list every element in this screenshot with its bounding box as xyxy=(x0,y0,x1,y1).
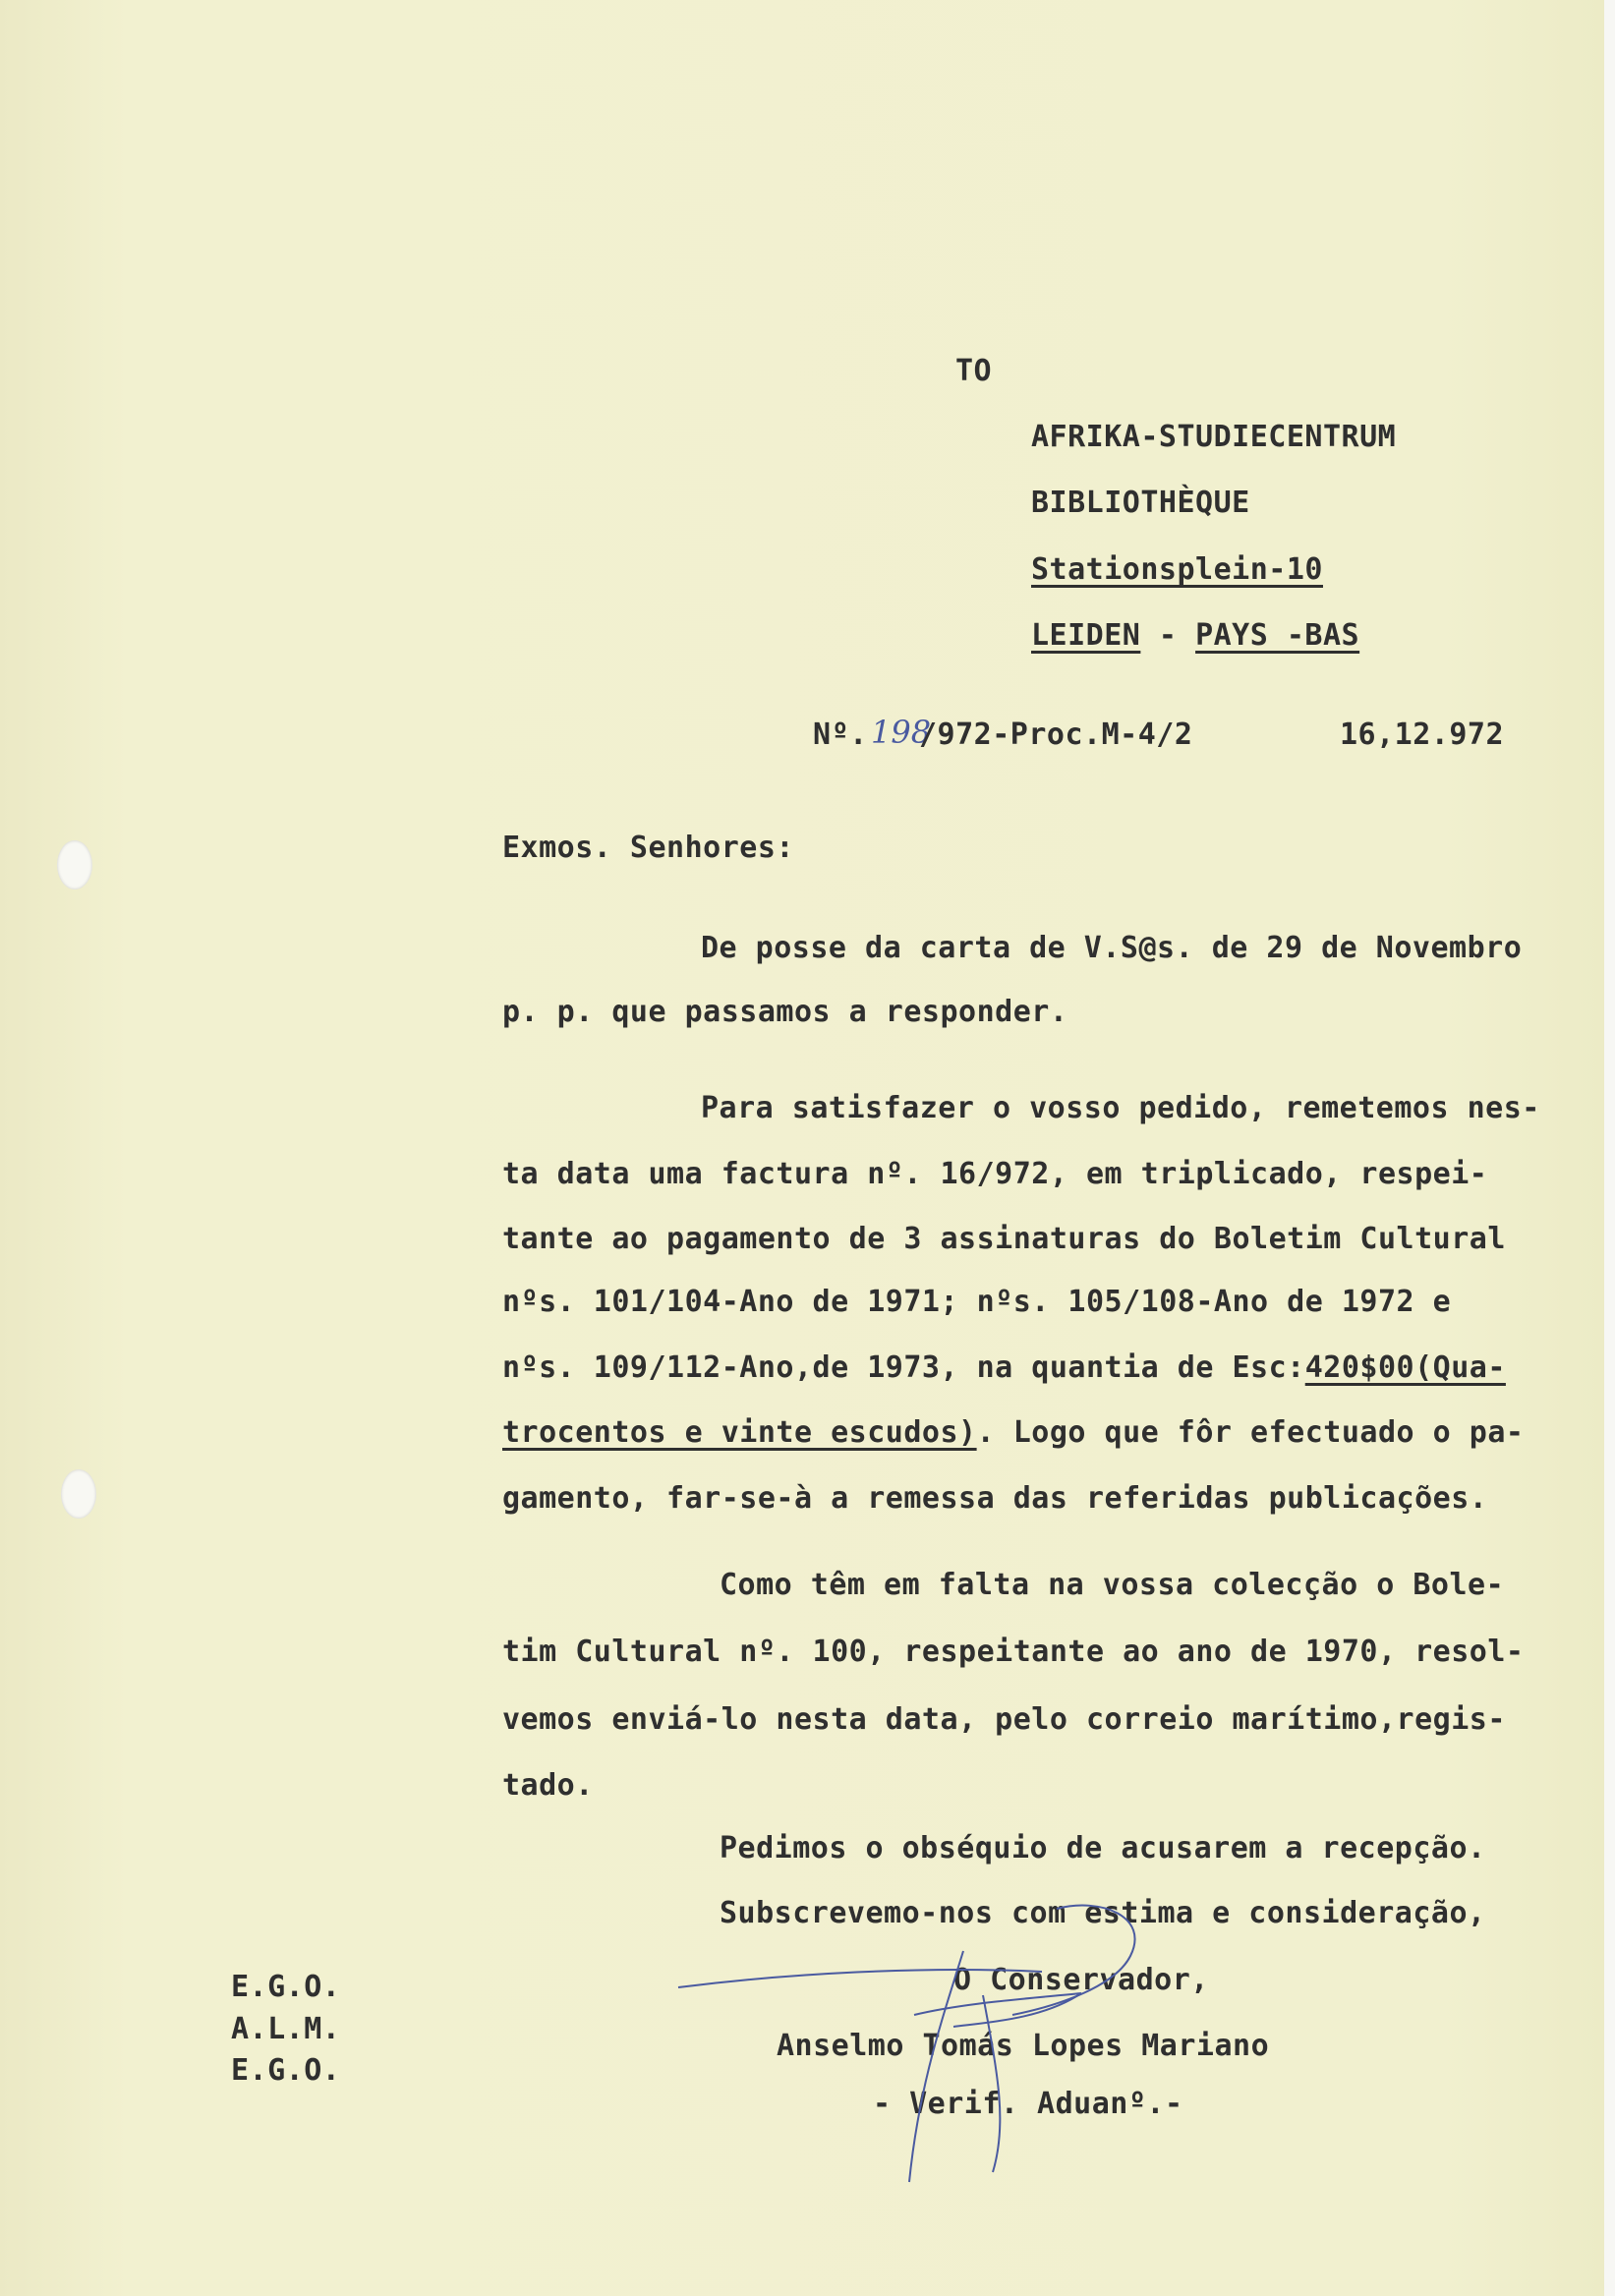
reference-process-number: /972-Proc.M-4/2 xyxy=(919,718,1193,752)
paragraph-1-line-2: p. p. que passamos a responder. xyxy=(502,995,1068,1029)
amount-in-words-underlined: trocentos e vinte escudos) xyxy=(502,1415,977,1450)
reference-handwritten-number: 198 xyxy=(871,714,932,751)
paragraph-2-line-7: gamento, far-se-à a remessa das referidas publicações. xyxy=(502,1481,1488,1516)
address-separator: - xyxy=(1140,618,1196,653)
paragraph-3-line-4: tado. xyxy=(502,1768,594,1803)
paragraph-3-line-2: tim Cultural nº. 100, respeitante ao ano de 1970, resol- xyxy=(502,1635,1525,1669)
handwritten-signature xyxy=(668,1897,1278,2211)
paragraph-2-line-1: Para satisfazer o vosso pedido, remetemos nes- xyxy=(701,1091,1540,1125)
address-line-institution: AFRIKA-STUDIECENTRUM xyxy=(1031,420,1397,454)
salutation: Exmos. Senhores: xyxy=(502,831,794,865)
address-country: PAYS -BAS xyxy=(1195,618,1360,653)
paragraph-2-line-5 xyxy=(502,1350,1506,1385)
closing-request: Pedimos o obséquio de acusarem a recepção. xyxy=(720,1831,1486,1866)
initials-2: A.L.M. xyxy=(231,2012,341,2046)
paragraph-1-line-1: De posse da carta de V.S@s. de 29 de Novembro xyxy=(701,931,1523,965)
signatory-name: Anselmo Tomás Lopes Mariano xyxy=(777,2029,1270,2063)
paragraph-2-line-4: nºs. 101/104-Ano de 1971; nºs. 105/108-Ano de 1972 e xyxy=(502,1285,1452,1319)
reference-prefix: Nº. xyxy=(813,718,868,752)
signatory-role: - Verif. Aduanº.- xyxy=(873,2087,1183,2121)
paragraph-3-line-3: vemos enviá-lo nesta data, pelo correio marítimo,regis- xyxy=(502,1702,1506,1737)
paragraph-3-line-1: Como têm em falta na vossa colecção o Bole- xyxy=(720,1568,1505,1602)
paragraph-2-line-2: ta data uma factura nº. 16/972, em triplicado, respei- xyxy=(502,1157,1488,1191)
address-line-city-country xyxy=(1031,618,1360,653)
address-line-department: BIBLIOTHÈQUE xyxy=(1031,486,1250,520)
initials-1: E.G.O. xyxy=(231,1970,341,2004)
address-city: LEIDEN xyxy=(1031,618,1141,653)
closing-regards: Subscrevemo-nos com estima e consideração, xyxy=(720,1896,1486,1930)
punch-hole-top xyxy=(57,840,92,890)
address-line-street: Stationsplein-10 xyxy=(1031,552,1323,587)
paragraph-2-line-6-text: . Logo que fôr efectuado o pa- xyxy=(976,1415,1525,1450)
address-to: TO xyxy=(955,354,993,388)
paragraph-2-line-3: tante ao pagamento de 3 assinaturas do Boletim Cultural xyxy=(502,1222,1506,1256)
initials-3: E.G.O. xyxy=(231,2053,341,2088)
amount-underlined: 420$00(Qua- xyxy=(1304,1350,1506,1385)
signatory-title: O Conservador, xyxy=(953,1963,1209,1997)
paragraph-2-line-5-text: nºs. 109/112-Ano,de 1973, na quantia de Esc: xyxy=(502,1350,1305,1385)
paper-edge xyxy=(1604,0,1615,2296)
reference-date: 16,12.972 xyxy=(1340,718,1505,752)
punch-hole-bottom xyxy=(61,1469,96,1519)
paragraph-2-line-6 xyxy=(502,1415,1525,1450)
